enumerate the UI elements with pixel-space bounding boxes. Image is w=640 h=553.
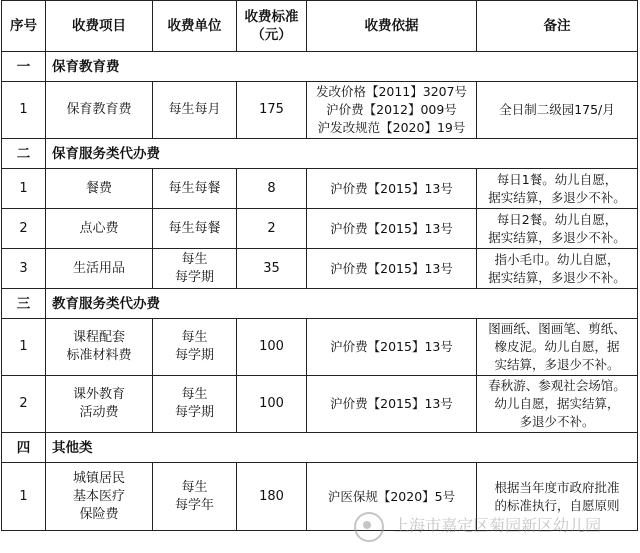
- header-unit: 收费单位: [153, 1, 237, 52]
- row-note-line: 根据当年度市政府批准: [494, 479, 620, 495]
- section-title: 其他类: [46, 433, 638, 463]
- row-note-line: 据实结算，多退少不补。: [488, 229, 626, 245]
- section-row: [2, 139, 638, 169]
- row-unit-line: 每生: [181, 387, 208, 402]
- section-row: [2, 52, 638, 82]
- row-note-line: 春秋游、参观社会场馆。: [488, 378, 626, 393]
- row-item-line: 保育教育费: [66, 102, 132, 117]
- row-unit-line: 每生: [181, 330, 208, 345]
- row-no: 2: [2, 376, 46, 433]
- row-basis-line: 发改价格【2011】3207号: [315, 84, 468, 99]
- row-standard: 100: [237, 319, 307, 376]
- section-row: [2, 289, 638, 319]
- row-basis-line: 沪价费【2015】13号: [330, 260, 453, 276]
- row-no: 1: [2, 82, 46, 139]
- row-note: [477, 169, 638, 209]
- row-unit: [153, 463, 237, 531]
- row-basis: [307, 463, 477, 531]
- row-note-line: 据实结算，多退少不补。: [488, 189, 626, 205]
- row-unit-line: 每生每月: [168, 102, 221, 117]
- table-row: [2, 319, 638, 376]
- watermark-text: 上海市嘉定区菊园新区幼儿园: [393, 516, 602, 535]
- row-item-line: 基本医疗: [72, 488, 125, 504]
- row-basis-line: 沪发改规范【2020】19号: [317, 120, 466, 135]
- row-note-line: 据实结算，多退少不补。: [488, 269, 626, 285]
- row-no: 1: [2, 319, 46, 376]
- row-note-line: 的标准执行，自愿原则: [494, 497, 620, 513]
- row-unit-line: 每学期: [174, 405, 214, 420]
- row-note-line: 实结算，多退少不补。: [494, 357, 620, 372]
- row-no: 1: [2, 463, 46, 531]
- row-item-line: 标准材料费: [66, 348, 132, 363]
- row-note: [477, 376, 638, 433]
- table-row: [2, 82, 638, 139]
- row-basis-line: 沪价费【2015】13号: [330, 339, 453, 354]
- row-basis: [307, 249, 477, 289]
- row-item: [46, 169, 153, 209]
- row-unit: [153, 319, 237, 376]
- row-item-line: 生活用品: [72, 260, 125, 276]
- row-note-line: 图画纸、图画笔、剪纸、: [488, 321, 626, 336]
- row-note-line: 每日2餐。幼儿自愿，: [496, 211, 618, 227]
- section-index: 二: [2, 139, 46, 169]
- row-note-line: 指小毛巾。幼儿自愿，: [494, 251, 620, 267]
- row-standard: 175: [237, 82, 307, 139]
- section-title: 保育服务类代办费: [46, 139, 638, 169]
- row-item-line: 餐费: [85, 180, 112, 196]
- row-basis: [307, 376, 477, 433]
- row-no: 3: [2, 249, 46, 289]
- header-note: 备注: [477, 1, 638, 52]
- row-item: [46, 376, 153, 433]
- row-item: [46, 319, 153, 376]
- row-unit: [153, 376, 237, 433]
- table-row: [2, 169, 638, 209]
- row-standard: 8: [237, 169, 307, 209]
- row-unit-line: 每生每餐: [168, 180, 221, 196]
- row-note: [477, 209, 638, 249]
- row-note-line: 多退少不补。: [519, 414, 595, 429]
- row-unit-line: 每学期: [174, 269, 214, 285]
- header-standard-line2: （元）: [251, 27, 292, 43]
- section-title: 教育服务类代办费: [46, 289, 638, 319]
- row-basis-line: 沪医保规【2020】5号: [327, 488, 456, 504]
- row-unit: [153, 169, 237, 209]
- row-item-line: 课外教育: [72, 387, 125, 402]
- row-item: [46, 249, 153, 289]
- header-standard: [237, 1, 307, 52]
- row-basis-line: 沪价费【2015】13号: [330, 396, 453, 411]
- row-note: [477, 319, 638, 376]
- row-unit-line: 每生: [181, 479, 208, 495]
- row-unit: [153, 249, 237, 289]
- section-index: 一: [2, 52, 46, 82]
- row-basis-line: 沪价费【2015】13号: [330, 180, 453, 196]
- row-unit-line: 每学期: [174, 348, 214, 363]
- row-no: 2: [2, 209, 46, 249]
- row-note: [477, 82, 638, 139]
- row-unit-line: 每学年: [174, 497, 214, 513]
- section-index: 四: [2, 433, 46, 463]
- row-note: [477, 249, 638, 289]
- row-unit: [153, 209, 237, 249]
- row-note-line: 全日制二级园175/月: [499, 102, 615, 117]
- header-standard-line1: 收费标准: [244, 9, 299, 25]
- header-no: 序号: [2, 1, 46, 52]
- row-item: [46, 82, 153, 139]
- row-basis-line: 沪价费【2015】13号: [330, 220, 453, 236]
- row-item-line: 活动费: [79, 405, 119, 420]
- row-basis: [307, 169, 477, 209]
- header-basis: 收费依据: [307, 1, 477, 52]
- table-body: [2, 1, 638, 531]
- table-row: [2, 376, 638, 433]
- row-standard: 2: [237, 209, 307, 249]
- table-row: [2, 209, 638, 249]
- table-row: [2, 249, 638, 289]
- table-row: [2, 463, 638, 531]
- row-note-line: 橡皮泥。幼儿自愿，据: [494, 339, 620, 354]
- fee-table: [1, 0, 638, 531]
- row-note: [477, 463, 638, 531]
- row-item: [46, 209, 153, 249]
- row-item: [46, 463, 153, 531]
- row-item-line: 点心费: [79, 220, 119, 236]
- row-note-line: 每日1餐。幼儿自愿，: [496, 171, 618, 187]
- row-item-line: 保险费: [79, 506, 119, 522]
- header-item: 收费项目: [46, 1, 153, 52]
- row-unit: [153, 82, 237, 139]
- row-basis: [307, 82, 477, 139]
- section-row: [2, 433, 638, 463]
- row-standard: 180: [237, 463, 307, 531]
- row-unit-line: 每生: [181, 251, 208, 267]
- header-row: [2, 1, 638, 52]
- row-basis: [307, 209, 477, 249]
- row-note-line: 幼儿自愿，据实结算，: [494, 396, 620, 411]
- row-standard: 35: [237, 249, 307, 289]
- section-index: 三: [2, 289, 46, 319]
- row-no: 1: [2, 169, 46, 209]
- row-basis: [307, 319, 477, 376]
- row-basis-line: 沪价费【2012】009号: [326, 102, 457, 117]
- row-item-line: 课程配套: [72, 330, 125, 345]
- row-item-line: 城镇居民: [72, 470, 125, 486]
- section-title: 保育教育费: [46, 52, 638, 82]
- row-unit-line: 每生每餐: [168, 220, 221, 236]
- row-standard: 100: [237, 376, 307, 433]
